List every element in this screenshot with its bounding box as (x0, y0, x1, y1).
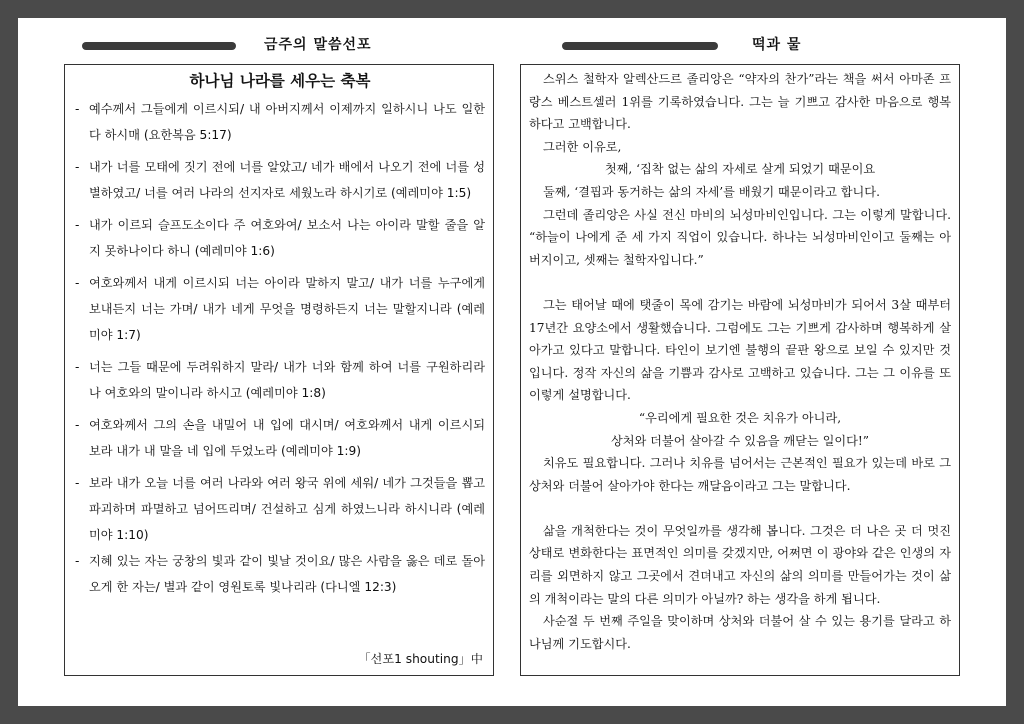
essay-paragraph: 사순절 두 번째 주일을 맞이하며 상처와 더불어 살 수 있는 용기를 달라고 하나님께 기도합시다. (529, 614, 951, 651)
essay-paragraph: 그는 태어날 때에 탯줄이 목에 감기는 바람에 뇌성마비가 되어서 3살 때부터 17년간 요양소에서 생활했습니다. 그럼에도 그는 기쁘게 감사하며 행복하게 살아가고 있다고 말합니다. 타인이 보기엔 불행의 끝판 왕으로 보일 수 있지만 것입니다. 정작 자신의 삶을 기쁨과 감사로 고백하고 있습니다. 그는 그 이유를 또 이렇게 설명합니다. (529, 297, 951, 403)
verse-item: - 여호와께서 그의 손을 내밀어 내 입에 대시며/ 여호와께서 내게 이르시되 보라 내가 내 말을 네 입에 두었노라 (예레미야 1:9) (75, 412, 485, 464)
essay-quote: 상처와 더불어 살아갈 수 있음을 깨닫는 일이다!” (610, 433, 870, 448)
verse-item: - 보라 내가 오늘 너를 여러 나라와 여러 왕국 위에 세워/ 네가 그것들을 뽑고 파괴하며 파멸하고 넘어뜨리며/ 건설하고 심게 하였느니라 하시니라 (예레미야 1:10) (75, 470, 485, 548)
essay-paragraph: 그런데 졸리앙은 사실 전신 마비의 뇌성마비인입니다. 그는 이렇게 말합니다. “하늘이 나에게 준 세 가지 직업이 있습니다. 하나는 뇌성마비인이고 둘째는 아버지이고, 셋째는 철학자입니다.” (529, 207, 951, 267)
verse-item: - 예수께서 그들에게 이르시되/ 내 아버지께서 이제까지 일하시니 나도 일한다 하시매 (요한복음 5:17) (75, 96, 485, 148)
essay-paragraph: 삶을 개척한다는 것이 무엇일까를 생각해 봅니다. 그것은 더 나은 곳 더 멋진 상태로 변화한다는 표면적인 의미를 갖겠지만, 어쩌면 이 광야와 같은 인생의 자리를 외면하지 않고 그곳에서 견뎌내고 자신의 삶의 의미를 만들어가는 것이 삶의 개척이라는 말의 다른 의미가 아닐까? 하는 생각을 하게 됩니다. (529, 523, 951, 606)
verse-item: - 내가 너를 모태에 짓기 전에 너를 알았고/ 네가 배에서 나오기 전에 너를 성별하였고/ 너를 여러 나라의 선지자로 세웠노라 하시기로 (예레미야 1:5) (75, 154, 485, 206)
essay-paragraph: 치유도 필요합니다. 그러나 치유를 넘어서는 근본적인 필요가 있는데 바로 그 상처와 더불어 살아가야 한다는 깨달음이라고 그는 말합니다. (529, 456, 951, 493)
verse-item: - 지혜 있는 자는 궁창의 빛과 같이 빛날 것이요/ 많은 사람을 옳은 데로 돌아오게 한 자는/ 별과 같이 영원토록 빛나리라 (다니엘 12:3) (75, 548, 485, 600)
left-header-bar (82, 42, 236, 50)
essay-quote: “우리에게 필요한 것은 치유가 아니라, (638, 410, 842, 425)
verse-item: - 내가 이르되 슬프도소이다 주 여호와여/ 보소서 나는 아이라 말할 줄을 알지 못하나이다 하니 (예레미야 1:6) (75, 212, 485, 264)
essay-reason-1: 첫째, ‘집착 없는 삶의 자세로 살게 되었기 때문이요 (604, 162, 876, 177)
left-header (82, 34, 482, 58)
left-header-title: 금주의 말씀선포 (264, 37, 372, 53)
right-header (562, 34, 962, 58)
scripture-box (64, 64, 494, 676)
sermon-title: 하나님 나라를 세우는 축복 (189, 72, 371, 90)
verse-item: - 너는 그들 때문에 두려워하지 말라/ 내가 너와 함께 하여 너를 구원하리라 나 여호와의 말이니라 하시고 (예레미야 1:8) (75, 354, 485, 406)
source-credit: 「선포1 shouting」中 (358, 652, 483, 666)
bulletin-page (18, 18, 1006, 706)
essay-box (520, 64, 960, 676)
essay-reason-2: 둘째, ‘결핍과 동거하는 삶의 자세’를 배웠기 때문이라고 합니다. (543, 184, 880, 199)
right-header-title: 떡과 물 (752, 37, 802, 53)
verse-item: - 여호와께서 내게 이르시되 너는 아이라 말하지 말고/ 내가 너를 누구에게 보내든지 너는 가며/ 내가 네게 무엇을 명령하든지 너는 말할지니라 (예레미야 1:7) (75, 270, 485, 348)
right-header-bar (562, 42, 718, 50)
essay-paragraph: 스위스 철학자 알렉산드르 졸리앙은 “약자의 찬가”라는 책을 써서 아마존 프랑스 베스트셀러 1위를 기록하였습니다. 그는 늘 기쁘고 감사한 마음으로 행복하다고 고백합니다. (529, 72, 951, 132)
essay-paragraph: 그러한 이유로, (543, 139, 622, 154)
